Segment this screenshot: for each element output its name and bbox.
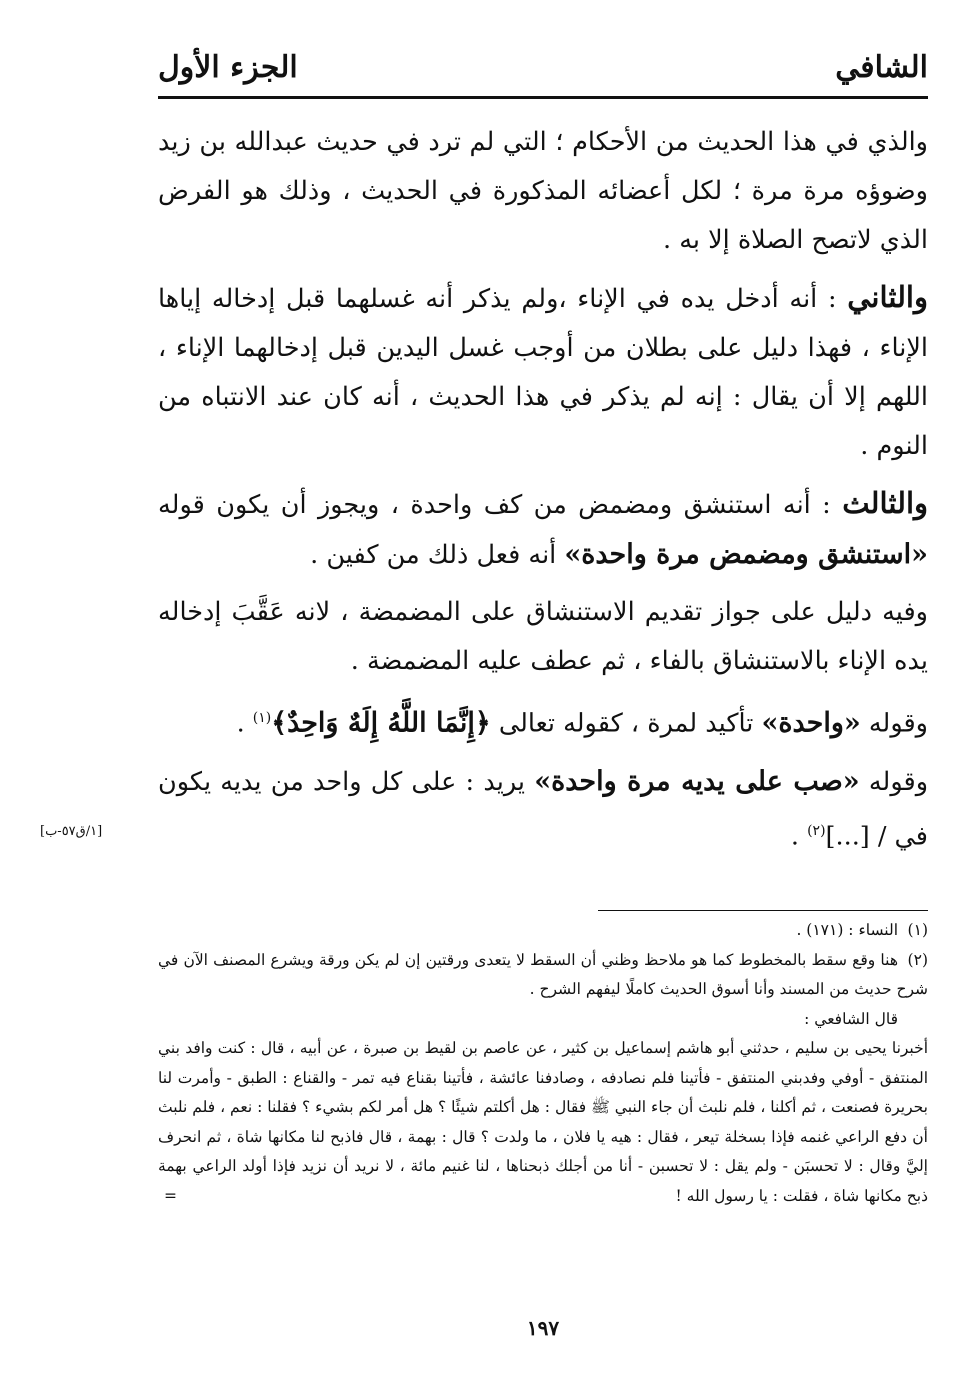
footnote-2-heading: قال الشافعي : (804, 1009, 898, 1028)
running-header (158, 40, 928, 99)
paragraph-3-text: : أنه استنشق ومضمض من كف واحدة ، ويجوز أن يكون قوله (158, 490, 831, 520)
paragraph-3 (158, 479, 928, 580)
paragraph-5-start: وقوله (868, 708, 928, 739)
paragraph-6-start: وقوله (868, 766, 929, 797)
footnote-1 (158, 916, 928, 946)
paragraph-2 (158, 273, 928, 471)
book-title: الشافي (835, 50, 928, 85)
paragraph-5 (158, 694, 928, 749)
paragraph-3-lead: والثالث (842, 486, 928, 520)
manuscript-folio-marker: [١/ق٥٧-ب] (40, 824, 103, 839)
footnote-2-hadith (158, 1034, 928, 1211)
volume-title: الجزء الأول (158, 50, 298, 85)
paragraph-4: وفيه دليل على جواز تقديم الاستنشاق على المضمضة ، لانه عَقَّبَ إدخاله يده الإناء بالاستنشاق بالفاء ، ثم عطف عليه المضمضة . (158, 597, 928, 676)
main-text (158, 118, 928, 869)
book-page (158, 40, 928, 1340)
footnote-ref-1[interactable]: (١) (252, 710, 272, 726)
paragraph-6-quote: «صب على يديه مرة واحدة» (534, 765, 860, 797)
quran-verse: ﴿إِنَّمَا اللَّهُ إِلَهٌ وَاحِدٌ﴾ (271, 707, 491, 739)
footnote-separator (598, 910, 928, 911)
footnote-ref-2[interactable]: (٢) (807, 822, 826, 839)
footnotes (158, 916, 928, 1211)
paragraph-1: والذي في هذا الحديث من الأحكام ؛ التي لم ترد في حديث عبدالله بن زيد وضوؤه مرة مرة ؛ لكل أعضائه المذكورة في الحديث ، وذلك هو الفرض الذي لاتصح الصلاة إلا به . (158, 127, 928, 255)
paragraph-6 (158, 757, 928, 862)
paragraph-5-end: . (236, 708, 245, 739)
footnote-2-number: (٢) (907, 950, 928, 969)
continuation-mark: = (164, 1186, 177, 1205)
paragraph-3-quote: «استنشق ومضمض مرة واحدة» (564, 539, 928, 570)
paragraph-3-end: أنه فعل ذلك من كفين . (310, 540, 557, 570)
paragraph-6-text: يريد : على كل واحد من يديه يكون في / [...] (158, 766, 928, 851)
paragraph-5-quote: «واحدة» (761, 707, 861, 739)
footnote-2-hadith-text: أخبرنا يحيى بن سليم ، حدثني أبو هاشم إسماعيل بن كثير ، عن عاصم بن لقيط بن صبرة ، عن أبيه ، قال : كنت وافد بني المنتفق - أوفي وفدبني المنتفق - فأتينا فلم نصادفه ، وصادفنا عائشة ، فأتينا بقناع فيه تمر - والقناع : الطبق - وأمرت لنا بحريرة فصنعت ، ثم أكلنا ، فلم نلبث أن جاء النبي ﷺ فقال : هل أكلتم شيئًا ؟ هل أمر لكم بشيء ؟ فقلنا : نعم ، فلم نلبث أن دفع الراعي غنمه فإذا بسخلة تيعر ، فقال : هيه يا فلان ، ما ولدت ؟ قال : بهمة ، قال فاذبح لنا مكانها شاة ، ثم انحرف إليَّ وقال : لا تحسبَن - ولم يقل : لا تحسبن - أنا من أجلك ذبحناها ، لنا غنيم مائة ، لا نريد أن نزيد فإذا أولد الراعي بهمة ذبح مكانها شاة ، فقلت : يا رسول الله ! (158, 1039, 928, 1205)
paragraph-2-text: : أنه أدخل يده في الإناء ،ولم يذكر أنه غسلهما قبل إدخاله إياها الإناء ، فهذا دليل على بطلان من أوجب غسل اليدين قبل إدخالهما الإناء ، اللهم إلا أن يقال : إنه لم يذكر في هذا الحديث ، أنه كان عند الانتباه من النوم . (158, 284, 928, 461)
paragraph-5-text: تأكيد لمرة ، كقوله تعالى (498, 708, 754, 739)
footnote-1-text: النساء : (١٧١) . (796, 921, 898, 939)
paragraph-6-end: . (790, 821, 799, 851)
footnote-2-text: هنا وقع سقط بالمخطوط كما هو ملاحظ وظني أن السقط لا يتعدى ورقتين إن لم يكن ورقة ويشرع المصنف الآن في شرح حديث من المسند وأنا أسوق الحديث كاملًا ليفهم الشرح . (158, 950, 928, 998)
footnote-1-number: (١) (907, 921, 928, 939)
footnote-2 (158, 946, 928, 1005)
paragraph-2-lead: والثاني (847, 280, 928, 314)
page-number: ١٩٧ (526, 1316, 560, 1340)
